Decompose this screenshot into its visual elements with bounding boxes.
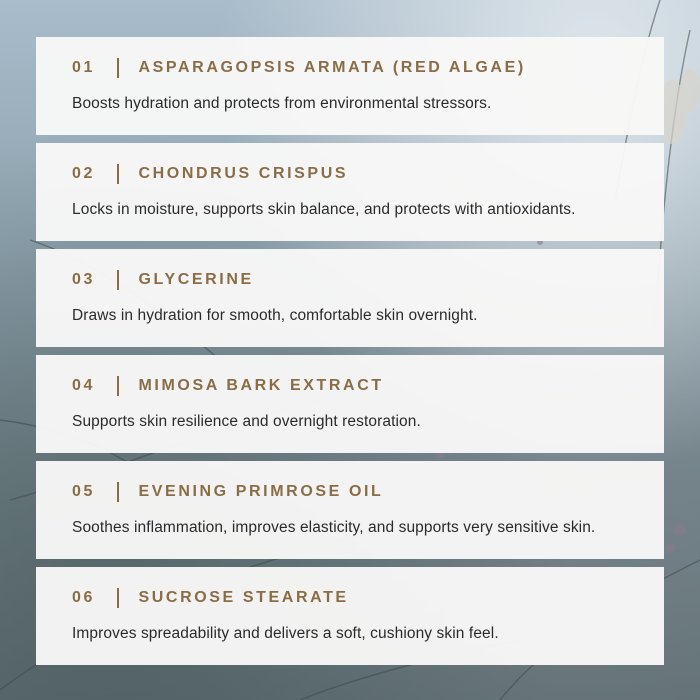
ingredient-name: CHONDRUS CRISPUS [138, 165, 349, 182]
ingredient-card [36, 567, 664, 665]
ingredient-number: 05 [72, 483, 95, 500]
ingredient-header [72, 587, 664, 609]
ingredient-number: 06 [72, 589, 95, 606]
ingredient-card [36, 249, 664, 347]
divider [117, 588, 119, 608]
ingredient-number: 01 [72, 59, 95, 76]
ingredient-card [36, 37, 664, 135]
divider [117, 376, 119, 396]
ingredient-name: SUCROSE STEARATE [138, 589, 349, 606]
ingredient-header [72, 163, 664, 185]
ingredient-number: 02 [72, 165, 95, 182]
ingredient-description: Locks in moisture, supports skin balance, and protects with antioxidants. [72, 201, 576, 218]
divider [117, 58, 119, 78]
ingredient-description: Draws in hydration for smooth, comfortable skin overnight. [72, 307, 478, 324]
ingredient-description: Boosts hydration and protects from environmental stressors. [72, 95, 492, 112]
divider [117, 482, 119, 502]
ingredient-description: Supports skin resilience and overnight restoration. [72, 413, 421, 430]
ingredient-card [36, 143, 664, 241]
divider [117, 270, 119, 290]
ingredient-name: GLYCERINE [138, 271, 254, 288]
ingredient-header [72, 375, 664, 397]
ingredient-header [72, 269, 664, 291]
divider [117, 164, 119, 184]
ingredient-number: 03 [72, 271, 95, 288]
ingredient-description: Soothes inflammation, improves elasticity, and supports very sensitive skin. [72, 519, 596, 536]
ingredient-number: 04 [72, 377, 95, 394]
ingredient-name: EVENING PRIMROSE OIL [138, 483, 384, 500]
ingredient-header [72, 481, 664, 503]
ingredient-description: Improves spreadability and delivers a soft, cushiony skin feel. [72, 625, 499, 642]
ingredient-name: MIMOSA BARK EXTRACT [138, 377, 384, 394]
ingredient-name: ASPARAGOPSIS ARMATA (RED ALGAE) [138, 59, 526, 76]
ingredient-card [36, 355, 664, 453]
ingredient-header [72, 57, 664, 79]
ingredient-card [36, 461, 664, 559]
